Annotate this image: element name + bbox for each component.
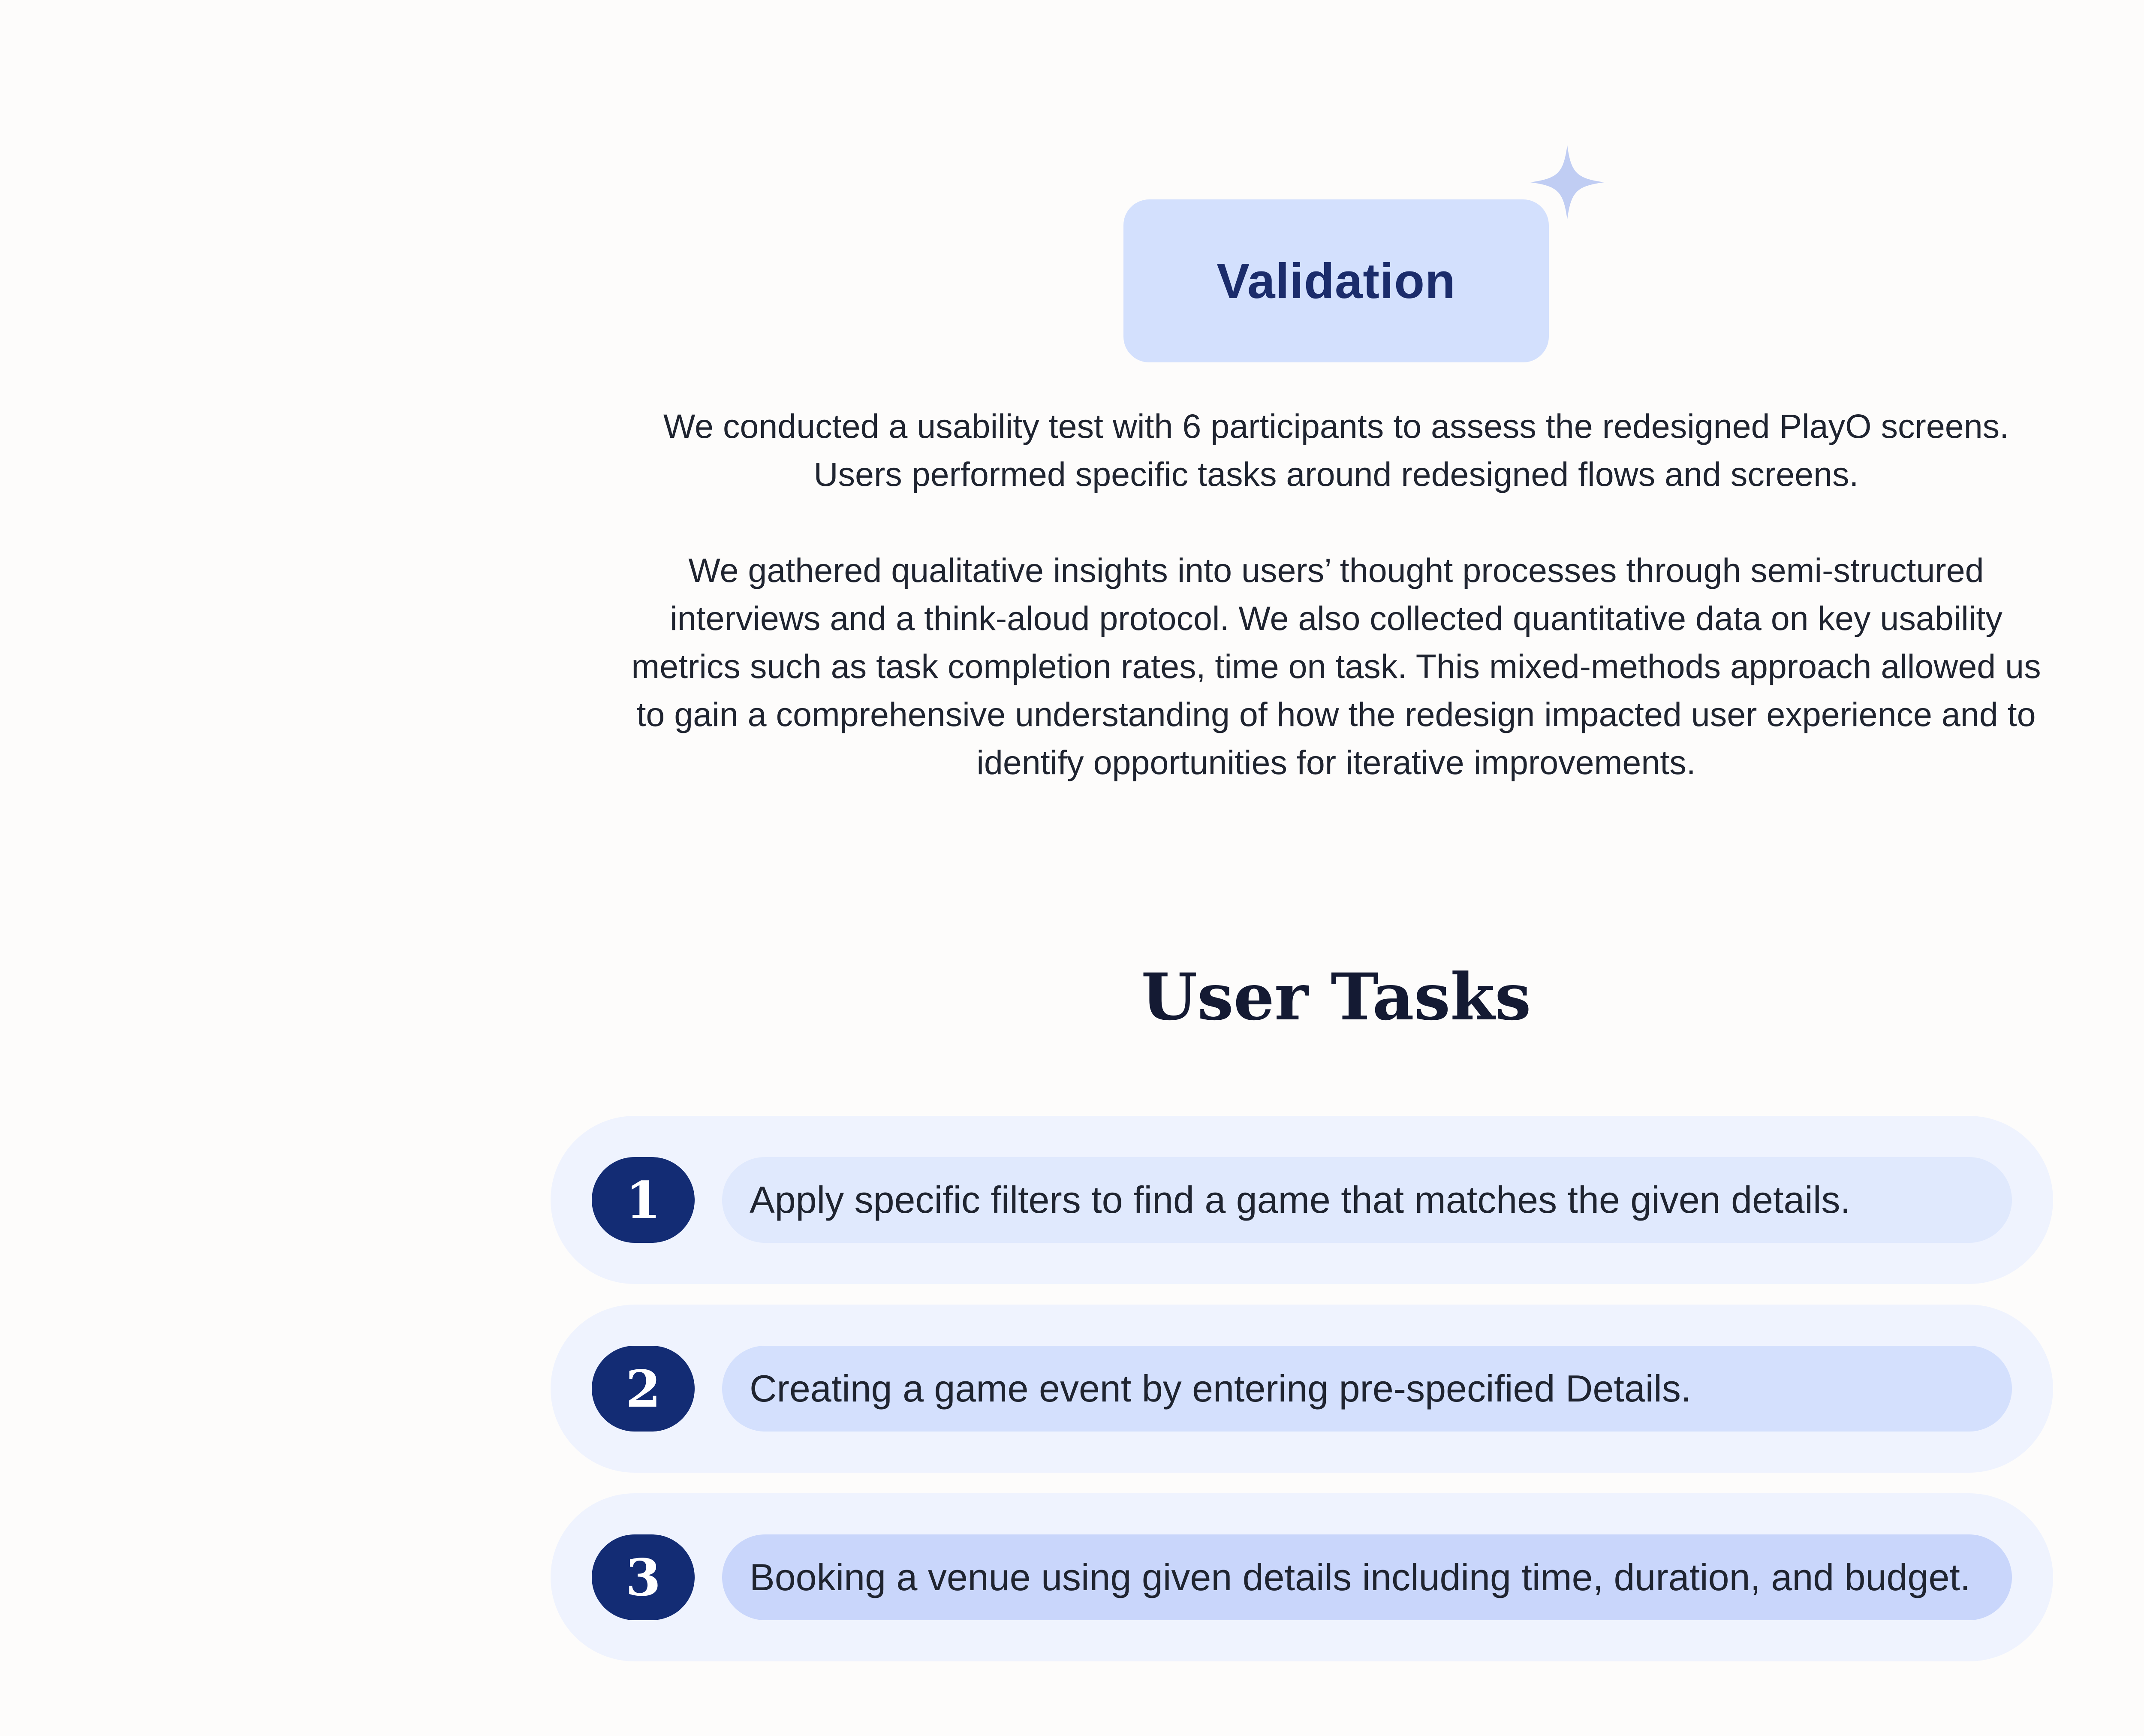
- validation-badge: [1123, 199, 1549, 362]
- task-number-badge: 1: [592, 1157, 695, 1243]
- task-row: [551, 1305, 2053, 1473]
- task-description: Booking a venue using given details including time, duration, and budget.: [722, 1534, 2012, 1620]
- task-number-badge: 3: [592, 1534, 695, 1620]
- task-description: Creating a game event by entering pre-specified Details.: [722, 1346, 2012, 1432]
- task-row: [551, 1116, 2053, 1284]
- task-number-badge: 2: [592, 1346, 695, 1432]
- sparkle-icon: [1529, 144, 1606, 221]
- task-row: [551, 1493, 2053, 1661]
- intro-paragraph-2: We gathered qualitative insights into users’ thought processes through semi-structured interviews and a think-aloud protocol. We also collected quantitative data on key usability metrics such as task completion rates, time on task. This mixed-methods approach allowed us to gain a comprehensive understanding of how the redesign impacted user experience and to identify opportunities for iterative improvements.: [631, 551, 2041, 781]
- validation-title: Validation: [1123, 199, 1549, 362]
- validation-description: [626, 402, 2046, 787]
- user-tasks-heading: User Tasks: [1141, 959, 1531, 1035]
- intro-paragraph-1: We conducted a usability test with 6 participants to assess the redesigned PlayO screens. Users performed specific tasks around redesigned flows and screens.: [663, 407, 2009, 493]
- task-description: Apply specific filters to find a game that matches the given details.: [722, 1157, 2012, 1243]
